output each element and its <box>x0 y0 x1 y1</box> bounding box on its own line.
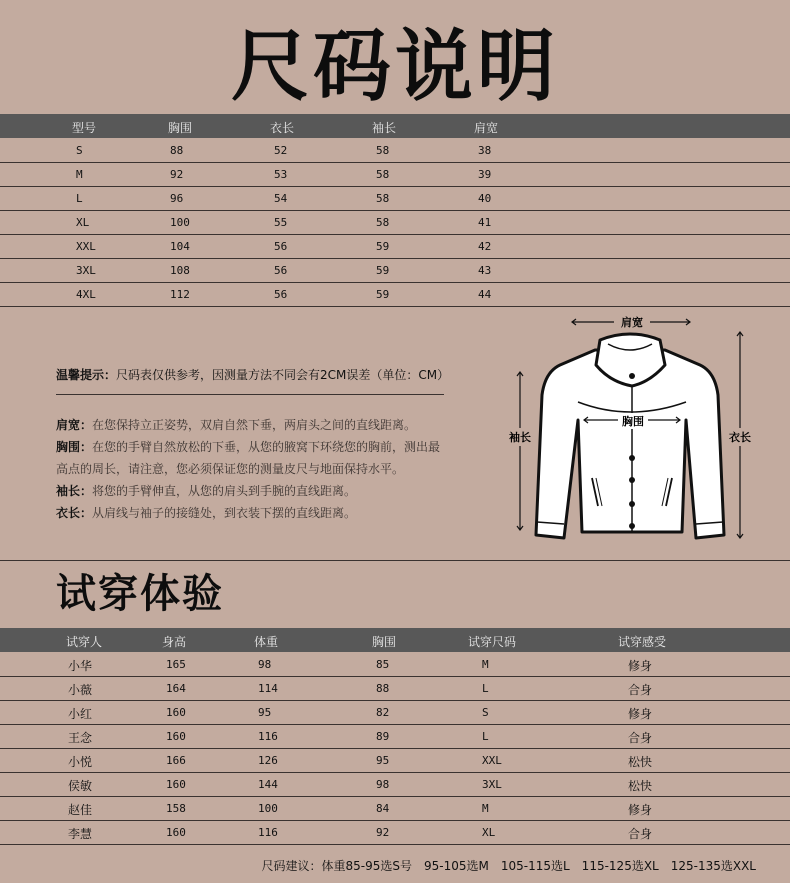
fit-cell: 100 <box>258 802 278 815</box>
size-cell: 44 <box>478 288 492 301</box>
fit-row <box>0 820 790 845</box>
size-cell: L <box>76 192 83 205</box>
size-cell: 4XL <box>76 288 96 301</box>
size-cell: XL <box>76 216 90 229</box>
fit-cell: 95 <box>376 754 390 767</box>
fit-cell: 164 <box>166 682 186 695</box>
header-shoulder: 肩宽 <box>474 121 499 135</box>
fit-cell: 修身 <box>628 659 653 673</box>
chest-label: 胸围 <box>622 415 644 428</box>
header-bust: 胸围 <box>372 635 397 649</box>
size-cell: 58 <box>376 216 390 229</box>
fit-cell: L <box>482 730 489 743</box>
header-feeling: 试穿感受 <box>618 635 667 649</box>
fit-cell: 95 <box>258 706 272 719</box>
definition-term: 袖长： <box>56 484 93 498</box>
tip-divider <box>56 394 444 395</box>
fit-cell: S <box>482 706 489 719</box>
fit-cell: 166 <box>166 754 186 767</box>
fit-cell: 160 <box>166 706 186 719</box>
size-row <box>0 138 790 163</box>
fit-cell: 王念 <box>68 731 93 745</box>
fit-cell: 小华 <box>68 659 93 673</box>
fit-cell: XL <box>482 826 496 839</box>
fit-cell: 98 <box>258 658 272 671</box>
sleeve-label: 袖长 <box>509 431 531 444</box>
definition-term: 肩宽： <box>56 418 93 432</box>
fit-cell: 88 <box>376 682 390 695</box>
fit-cell: 3XL <box>482 778 502 791</box>
size-cell: 40 <box>478 192 492 205</box>
page-title: 尺码说明 <box>230 22 559 112</box>
size-cell: 100 <box>170 216 190 229</box>
size-cell: 56 <box>274 240 288 253</box>
size-cell: 108 <box>170 264 190 277</box>
size-cell: M <box>76 168 83 181</box>
definition-length <box>56 502 440 524</box>
size-row <box>0 258 790 283</box>
header-tester: 试穿人 <box>66 635 103 649</box>
fit-cell: 合身 <box>628 683 653 697</box>
size-cell: 38 <box>478 144 492 157</box>
definition-text: 在您保持立正姿势，双肩自然下垂，两肩头之间的直线距离。 <box>92 418 417 432</box>
section-title-fitting: 试穿体验 <box>56 571 224 617</box>
fit-cell: 小红 <box>68 707 93 721</box>
fit-cell: 116 <box>258 730 278 743</box>
definition-text: 从肩线与袖子的接缝处，到衣装下摆的直线距离。 <box>92 506 357 520</box>
fit-cell: 合身 <box>628 827 653 841</box>
size-cell: 92 <box>170 168 184 181</box>
fit-cell: 松快 <box>628 779 653 793</box>
fit-cell: 82 <box>376 706 390 719</box>
fit-cell: XXL <box>482 754 502 767</box>
fit-cell: M <box>482 658 489 671</box>
fit-cell: 84 <box>376 802 390 815</box>
header-height: 身高 <box>162 635 187 649</box>
size-cell: 56 <box>274 264 288 277</box>
fit-cell: 98 <box>376 778 390 791</box>
size-cell: 59 <box>376 240 390 253</box>
fit-cell: 李慧 <box>68 827 93 841</box>
size-row <box>0 186 790 211</box>
fit-row <box>0 724 790 749</box>
length-label: 衣长 <box>729 431 751 444</box>
fit-cell: 合身 <box>628 731 653 745</box>
header-chest: 胸围 <box>168 121 193 135</box>
size-cell: 88 <box>170 144 184 157</box>
fit-cell: 160 <box>166 730 186 743</box>
size-cell: 56 <box>274 288 288 301</box>
size-cell: 96 <box>170 192 184 205</box>
fit-row <box>0 748 790 773</box>
fit-cell: 松快 <box>628 755 653 769</box>
fit-row <box>0 676 790 701</box>
definition-text: 高点的周长，请注意，您必须保证您的测量皮尺与地面保持水平。 <box>56 462 405 476</box>
definition-chest <box>56 436 440 458</box>
size-cell: 54 <box>274 192 288 205</box>
size-cell: 43 <box>478 264 492 277</box>
fit-cell: 修身 <box>628 707 653 721</box>
jacket-measurement-diagram <box>500 310 760 550</box>
size-cell: 59 <box>376 264 390 277</box>
size-cell: 39 <box>478 168 492 181</box>
size-row <box>0 234 790 259</box>
fit-row <box>0 796 790 821</box>
size-cell: 59 <box>376 288 390 301</box>
fit-cell: 小悦 <box>68 755 93 769</box>
fit-cell: 144 <box>258 778 278 791</box>
size-cell: XXL <box>76 240 96 253</box>
fit-cell: L <box>482 682 489 695</box>
fit-cell: 85 <box>376 658 390 671</box>
definition-sleeve <box>56 480 440 502</box>
size-cell: 3XL <box>76 264 96 277</box>
size-cell: 112 <box>170 288 190 301</box>
section-divider <box>0 560 790 561</box>
definitions <box>56 414 440 524</box>
fit-cell: 92 <box>376 826 390 839</box>
fit-cell: 160 <box>166 826 186 839</box>
fit-cell: 158 <box>166 802 186 815</box>
definition-term: 衣长： <box>56 506 93 520</box>
size-cell: 53 <box>274 168 288 181</box>
fit-cell: 赵佳 <box>68 803 93 817</box>
header-model: 型号 <box>72 121 97 135</box>
size-row <box>0 282 790 307</box>
fit-cell: 126 <box>258 754 278 767</box>
fit-cell: M <box>482 802 489 815</box>
fit-row <box>0 652 790 677</box>
definition-text: 在您的手臂自然放松的下垂，从您的腋窝下环绕您的胸前，测出最 <box>92 440 441 454</box>
fit-row <box>0 700 790 725</box>
header-length: 衣长 <box>270 121 295 135</box>
size-cell: 55 <box>274 216 288 229</box>
fit-cell: 165 <box>166 658 186 671</box>
fit-cell: 小薇 <box>68 683 93 697</box>
definition-text: 将您的手臂伸直，从您的肩头到手腕的直线距离。 <box>92 484 357 498</box>
tip-text: 尺码表仅供参考，因测量方法不同会有2CM误差（单位：CM） <box>116 368 450 382</box>
fit-cell: 侯敏 <box>68 779 93 793</box>
tip <box>56 366 449 383</box>
size-cell: 41 <box>478 216 492 229</box>
size-row <box>0 210 790 235</box>
size-cell: 104 <box>170 240 190 253</box>
definition-chest-cont <box>56 458 440 480</box>
size-cell: S <box>76 144 83 157</box>
fit-cell: 89 <box>376 730 390 743</box>
size-cell: 58 <box>376 144 390 157</box>
size-cell: 42 <box>478 240 492 253</box>
fit-table-header <box>0 628 790 652</box>
fit-cell: 160 <box>166 778 186 791</box>
size-table-header <box>0 114 790 138</box>
definition-term: 胸围： <box>56 440 93 454</box>
size-cell: 58 <box>376 168 390 181</box>
tip-label: 温馨提示： <box>56 368 117 382</box>
header-sleeve: 袖长 <box>372 121 397 135</box>
definition-shoulder <box>56 414 440 436</box>
header-size: 试穿尺码 <box>468 635 517 649</box>
size-cell: 58 <box>376 192 390 205</box>
size-suggestion: 尺码建议：体重85-95选S号 95-105选M 105-115选L 115-125选XL 125-135选XXL <box>261 859 756 873</box>
fit-cell: 114 <box>258 682 278 695</box>
fit-row <box>0 772 790 797</box>
shoulder-label: 肩宽 <box>621 316 643 329</box>
size-row <box>0 162 790 187</box>
fit-cell: 116 <box>258 826 278 839</box>
fit-cell: 修身 <box>628 803 653 817</box>
size-cell: 52 <box>274 144 288 157</box>
header-weight: 体重 <box>254 635 279 649</box>
